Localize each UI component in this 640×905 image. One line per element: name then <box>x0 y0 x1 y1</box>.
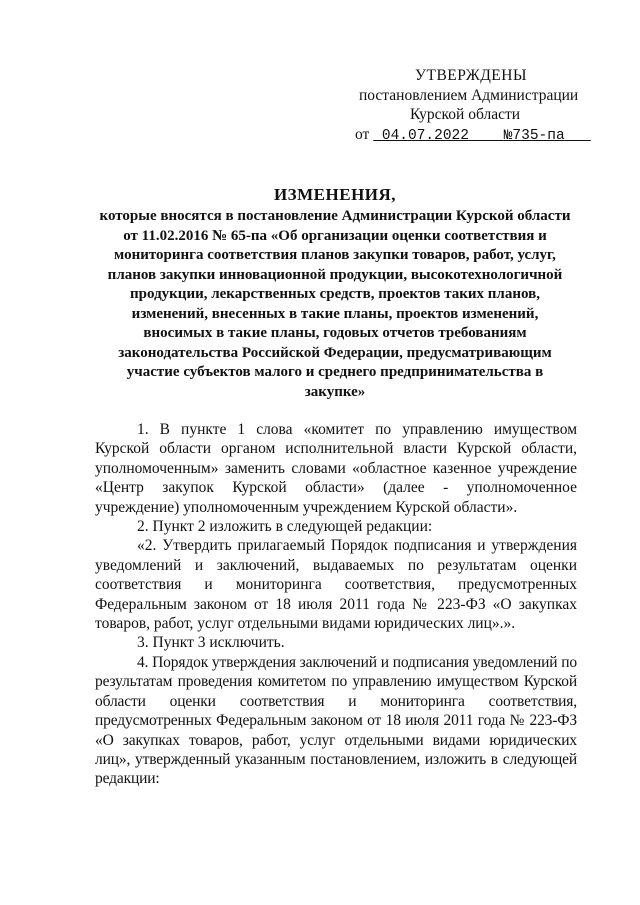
approval-line-region: Курской области <box>410 106 521 123</box>
body-paragraph-3: «2. Утвердить прилагаемый Порядок подписания и утверждения уведомлений и заключений, выдаваемых по результатам оценки соответствия и мониторинга соответствия, предусмотренных Федеральным законом от 18 июля 2011 года № 223-ФЗ «О закупках товаров, работ, услуг отдельными видами юридических лиц».». <box>95 537 577 633</box>
subtitle-line: изменений, внесенных в такие планы, проектов изменений, <box>131 305 539 322</box>
body-paragraph-5: 4. Порядок утверждения заключений и подписания уведомлений по результатам проведения комитетом по управлению имуществом Курской области оценки соответствия и мониторинга соответствия, предусмотренных Федеральным законом от 18 июля 2011 года № 223-ФЗ «О закупках товаров, работ, услуг отдельными видами юридических лиц», утвержденный указанным постановлением, изложить в следующей редакции: <box>95 653 577 788</box>
subtitle-line: от 11.02.2016 № 65-па «Об организации оценки соответствия и <box>123 227 547 244</box>
approval-number: №735-па <box>503 127 565 144</box>
approval-heading: УТВЕРЖДЕНЫ <box>415 67 527 84</box>
approval-from-label: от <box>355 125 370 143</box>
subtitle-line: закупке» <box>304 383 366 400</box>
body-paragraph-4: 3. Пункт 3 исключить. <box>137 634 285 652</box>
subtitle-line: законодательства Российской Федерации, предусматривающим <box>118 344 552 361</box>
subtitle-line: продукции, лекарственных средств, проектов таких планов, <box>130 286 540 302</box>
subtitle-line: мониторинга соответствия планов закупки товаров, работ, услуг, <box>114 247 556 263</box>
approval-line-decree: постановлением Администрации <box>359 86 579 104</box>
approval-date-line <box>355 125 605 147</box>
subtitle-line: вносимых в такие планы, годовых отчетов требованиям <box>143 325 527 341</box>
subtitle-line: которые вносятся в постановление Администрации Курской области <box>99 208 571 224</box>
title-main: ИЗМЕНЕНИЯ, <box>273 185 397 204</box>
body-paragraph-1: 1. В пункте 1 слова «комитет по управлению имуществом Курской области органом исполнительной власти Курской области, уполномоченным» заменить словами «областное казенное учреждение «Центр закупок Курской области» (далее - уполномоченное учреждение) уполномоченным учреждением Курской области». <box>95 421 577 516</box>
document-body <box>95 420 577 789</box>
body-paragraph-2: 2. Пункт 2 изложить в следующей редакции: <box>137 518 433 536</box>
document-title <box>90 184 580 402</box>
approval-block <box>355 66 605 146</box>
subtitle-line: планов закупки инновационной продукции, высокотехнологичной <box>107 266 563 283</box>
title-subtitle <box>90 207 580 402</box>
approval-date: 04.07.2022 <box>381 127 469 144</box>
subtitle-line: участие субъектов малого и среднего предпринимательства в <box>126 364 544 380</box>
